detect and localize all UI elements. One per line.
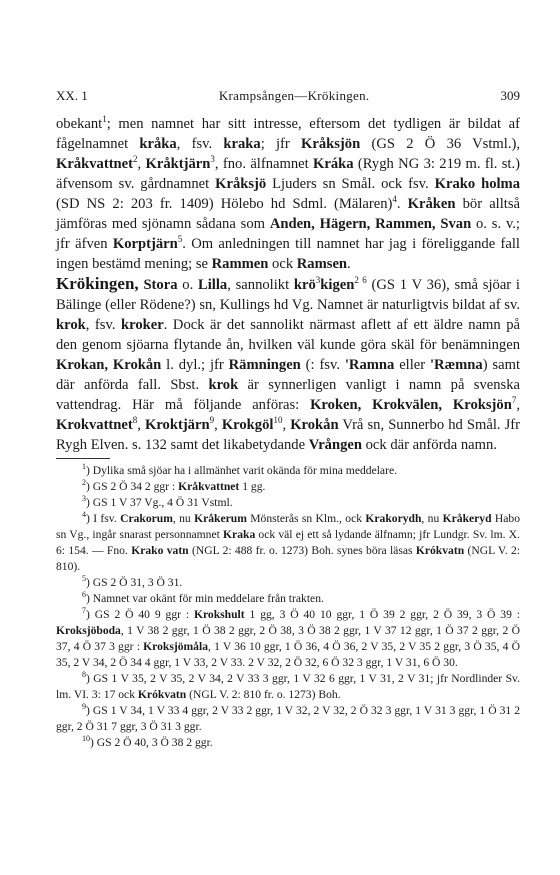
bold-term: Krako holma xyxy=(434,176,521,192)
footnote-marker: 7 xyxy=(82,606,86,616)
text-run: ) I fsv. xyxy=(86,512,121,525)
text-run: ) GS 2 Ö 34 2 ggr : xyxy=(86,480,179,493)
entry-krokingen xyxy=(56,274,520,455)
bold-term: Kraka xyxy=(223,528,256,541)
footnote-marker: 6 xyxy=(82,590,86,600)
footnote-marker: 1 xyxy=(82,462,86,472)
bold-term: 'Ramna xyxy=(344,357,395,373)
footnote-marker: 10 xyxy=(82,734,90,744)
text-run: 1 gg, 3 Ö 40 10 ggr, 1 Ö 39 2 ggr, 2 Ö 39, 3 Ö 39 : xyxy=(244,608,520,621)
text-run: obekant xyxy=(56,116,103,132)
footnote-marker: 3 xyxy=(210,154,215,165)
bold-term: Kråkvattnet xyxy=(178,480,240,493)
text-run: ) Dylika små sjöar ha i allmänhet varit okända för mina meddelare. xyxy=(86,464,397,477)
running-header xyxy=(56,88,520,104)
footnote-marker: 4 xyxy=(392,194,397,205)
page-number: 309 xyxy=(500,88,520,103)
bold-term: Kråksjön xyxy=(301,136,361,152)
bold-term: Krokån xyxy=(290,417,339,433)
text-run: ) GS 1 V 34, 1 V 33 4 ggr, 2 V 33 2 ggr, 1 V 32, 2 V 32, 2 Ö 32 3 ggr, 1 V 31 3 ggr, 1 Ö 31 2 ggr, 2 Ö 31 7 ggr, 3 Ö 31 3 ggr. xyxy=(56,704,520,733)
bold-term: Stora xyxy=(143,277,178,293)
bold-term: Ramsen xyxy=(296,256,348,272)
footnote-5 xyxy=(56,575,520,591)
text-run: , 1 V 38 2 ggr, 1 Ö 38 2 ggr, 2 Ö 38, 3 Ö 38 2 ggr, 1 V 37 12 ggr, 1 Ö 37 2 ggr, 2 Ö 37, 4 Ö 37 3 ggr : xyxy=(56,624,520,653)
footnotes xyxy=(56,463,520,751)
bold-term: kigen xyxy=(320,277,355,293)
footnote-4 xyxy=(56,511,520,575)
text-run: ock väl ej ett så lydande älfnamn; jfr Lundgr. Sv. lm. X. 6: 154. — Fno. xyxy=(56,528,520,557)
text-run: l. dyl.; jfr xyxy=(161,357,229,373)
text-run: (: fsv. xyxy=(300,357,345,373)
text-run: ) GS 2 Ö 40, 3 Ö 38 2 ggr. xyxy=(90,736,213,749)
footnote-marker: 5 xyxy=(177,234,183,245)
text-run: Ljuders sn Smål. ock fsv. xyxy=(266,176,435,192)
bold-term: Krókvatn xyxy=(137,688,187,701)
chapter-number: XX. 1 xyxy=(56,88,88,103)
text-run: (NGL V. 2: 810). xyxy=(56,544,521,573)
footnote-marker: 8 xyxy=(82,670,86,680)
text-run: ) GS 1 V 35, 2 V 35, 2 V 34, 2 V 33 3 ggr, 1 V 32 6 ggr, 1 V 31, 2 V 31; jfr Nordlinder Sv. lm. VI. 3: 17 ock xyxy=(56,672,520,701)
bold-term: Kråkerum xyxy=(194,512,247,525)
footnote-rule xyxy=(56,458,110,459)
footnote-marker: 2 xyxy=(133,154,138,165)
text-run: (GS 2 Ö 36 Vstml.), xyxy=(360,136,520,152)
footnote-marker: 3 xyxy=(315,275,321,286)
bold-term: Lilla xyxy=(198,277,228,293)
bold-term: Krako vatn xyxy=(131,544,189,557)
text-run: ) GS 2 Ö 40 9 ggr : xyxy=(86,608,194,621)
bold-term: Kråkvattnet xyxy=(56,156,134,172)
text-run: (Rygh NG 3: 219 m. fl. st.) äfvensom sv. gårdnamnet xyxy=(56,156,520,192)
text-run: , xyxy=(516,397,520,413)
text-run: (NGL V. 2: 810 fr. o. 1273) Boh. xyxy=(186,688,341,701)
text-run: ock där anförda namn. xyxy=(361,437,497,453)
footnote-marker: 2 xyxy=(82,478,86,488)
bold-term: 'Ræmna xyxy=(430,357,483,373)
footnote-marker: 9 xyxy=(82,702,86,712)
bold-term: Kråkeryd xyxy=(442,512,492,525)
bold-term: kroker xyxy=(121,317,164,333)
running-title: Krampsången—Krökingen. xyxy=(218,88,370,103)
footnote-marker: 10 xyxy=(273,415,283,426)
footnote-6 xyxy=(56,591,520,607)
bold-term: Krokvattnet xyxy=(56,417,133,433)
text-run: är synnerligen vanligt i namn på svenska vattendrag. Här må följande anföras: xyxy=(56,377,520,413)
text-run: , xyxy=(137,156,146,172)
text-run: ock xyxy=(268,256,297,272)
text-run: . Om anledningen till namnet har jag i föreliggande fall ingen bestämd mening; se xyxy=(56,236,520,272)
footnote-marker: 3 xyxy=(82,494,86,504)
text-run: 1 gg. xyxy=(239,480,266,493)
bold-term: Krókvatn xyxy=(415,544,465,557)
bold-term: Korptjärn xyxy=(112,236,178,252)
text-run: Habo sn Vg., ingår snarast personnamnet xyxy=(56,512,521,541)
bold-term: krok xyxy=(208,377,239,393)
bold-term: kraka xyxy=(223,136,261,152)
bold-term: kråka xyxy=(139,136,177,152)
text-run: Mönsterås sn Klm., ock xyxy=(246,512,366,525)
text-run: ) GS 2 Ö 31, 3 Ö 31. xyxy=(86,576,183,589)
text-run: ; men namnet har sitt intresse, eftersom det tydligen är bildat af fågelnamnet xyxy=(56,116,520,152)
bold-term: Kråken xyxy=(407,196,456,212)
footnote-3 xyxy=(56,495,520,511)
text-run: ) GS 1 V 37 Vg., 4 Ö 31 Vstml. xyxy=(86,496,233,509)
paragraph-krakan xyxy=(56,114,520,274)
text-run: ) samt där anförda fall. Sbst. xyxy=(56,357,520,393)
text-run: , xyxy=(137,417,145,433)
text-run: o. xyxy=(177,277,198,293)
text-run: Vrå sn, Sunnerbo hd Smål. Jfr Rygh Elven. s. 132 samt det likabetydande xyxy=(56,417,521,453)
text-run: , sannolikt xyxy=(227,277,294,293)
main-text xyxy=(56,114,520,455)
bold-term: Krokgöl xyxy=(221,417,274,433)
bold-term: Krakorydh xyxy=(365,512,422,525)
footnote-marker: 5 xyxy=(82,574,86,584)
text-run: ; jfr xyxy=(260,136,302,152)
footnote-marker: 4 xyxy=(82,510,86,520)
footnote-marker: 2 6 xyxy=(354,275,367,286)
text-run: , nu xyxy=(172,512,195,525)
text-run: , xyxy=(214,417,222,433)
text-run: . xyxy=(396,196,408,212)
bold-term: Kroktjärn xyxy=(144,417,210,433)
bold-term: Anden, Hägern, Rammen, Svan xyxy=(269,216,472,232)
text-run: (GS 1 V 36), små sjöar i Bälinge (eller Rödene?) sn, Kullings hd Vg. Namnet är naturligtvis bildat af sv. xyxy=(56,277,520,313)
footnote-1 xyxy=(56,463,520,479)
text-run: , fsv. xyxy=(176,136,224,152)
footnote-marker: 7 xyxy=(511,395,517,406)
bold-term: krok xyxy=(56,317,86,333)
text-run: , fno. älfnamnet xyxy=(214,156,314,172)
text-run: , 1 V 36 10 ggr, 1 Ö 36, 4 Ö 36, 2 V 35, 2 V 35 2 ggr, 3 Ö 35, 4 Ö 35, 2 V 34, 2 Ö 34 4 ggr, 1 V 33, 2 V 33. 2 V 32, 2 Ö 32, 6 Ö 32 3 ggr, 1 V 31, 6 Ö 30. xyxy=(56,640,520,669)
bold-term: Kroken, Krokvälen, Kroksjön xyxy=(310,397,512,413)
bold-term: Krokshult xyxy=(193,608,245,621)
footnote-marker: 9 xyxy=(209,415,215,426)
bold-term: Kráka xyxy=(313,156,354,172)
text-run: o. s. v.; jfr äfven xyxy=(56,216,520,252)
footnote-marker: 1 xyxy=(102,114,107,125)
text-run: (SD NS 2: 203 fr. 1409) Hölebo hd Sdml. (Mälaren) xyxy=(56,196,393,212)
text-run: (NGL 2: 488 fr. o. 1273) Boh. synes böra läsas xyxy=(188,544,416,557)
footnote-marker: 8 xyxy=(132,415,138,426)
text-run: bör alltså jämföras med sjönamn sådana som xyxy=(56,196,520,232)
footnote-7 xyxy=(56,607,520,671)
bold-term: Kråksjö xyxy=(215,176,267,192)
entry-headword: Krökingen, xyxy=(56,274,139,293)
bold-term: Rämningen xyxy=(228,357,301,373)
bold-term: Kråktjärn xyxy=(145,156,211,172)
bold-term: Kroksjöboda xyxy=(56,624,121,637)
text-run: , fsv. xyxy=(85,317,122,333)
bold-term: Crakorum xyxy=(120,512,173,525)
bold-term: krö xyxy=(293,277,316,293)
text-run: , nu xyxy=(421,512,443,525)
bold-term: Kroksjömåla xyxy=(143,640,208,653)
footnote-9 xyxy=(56,703,520,735)
footnote-2 xyxy=(56,479,520,495)
text-run: eller xyxy=(394,357,430,373)
footnote-10 xyxy=(56,735,520,751)
bold-term: Krokan, Krokån xyxy=(56,357,162,373)
bold-term: Vrången xyxy=(308,437,362,453)
text-run: , xyxy=(282,417,291,433)
text-run: ) Namnet var okänt för min meddelare från trakten. xyxy=(86,592,324,605)
bold-term: Rammen xyxy=(211,256,269,272)
text-run: . Dock är det sannolikt närmast aflett af ett äldre namn på den genom sjöarna flytande ån, hvilken väl kunde göra skäl för benämningen xyxy=(56,317,521,353)
text-run: . xyxy=(347,256,351,272)
footnote-8 xyxy=(56,671,520,703)
